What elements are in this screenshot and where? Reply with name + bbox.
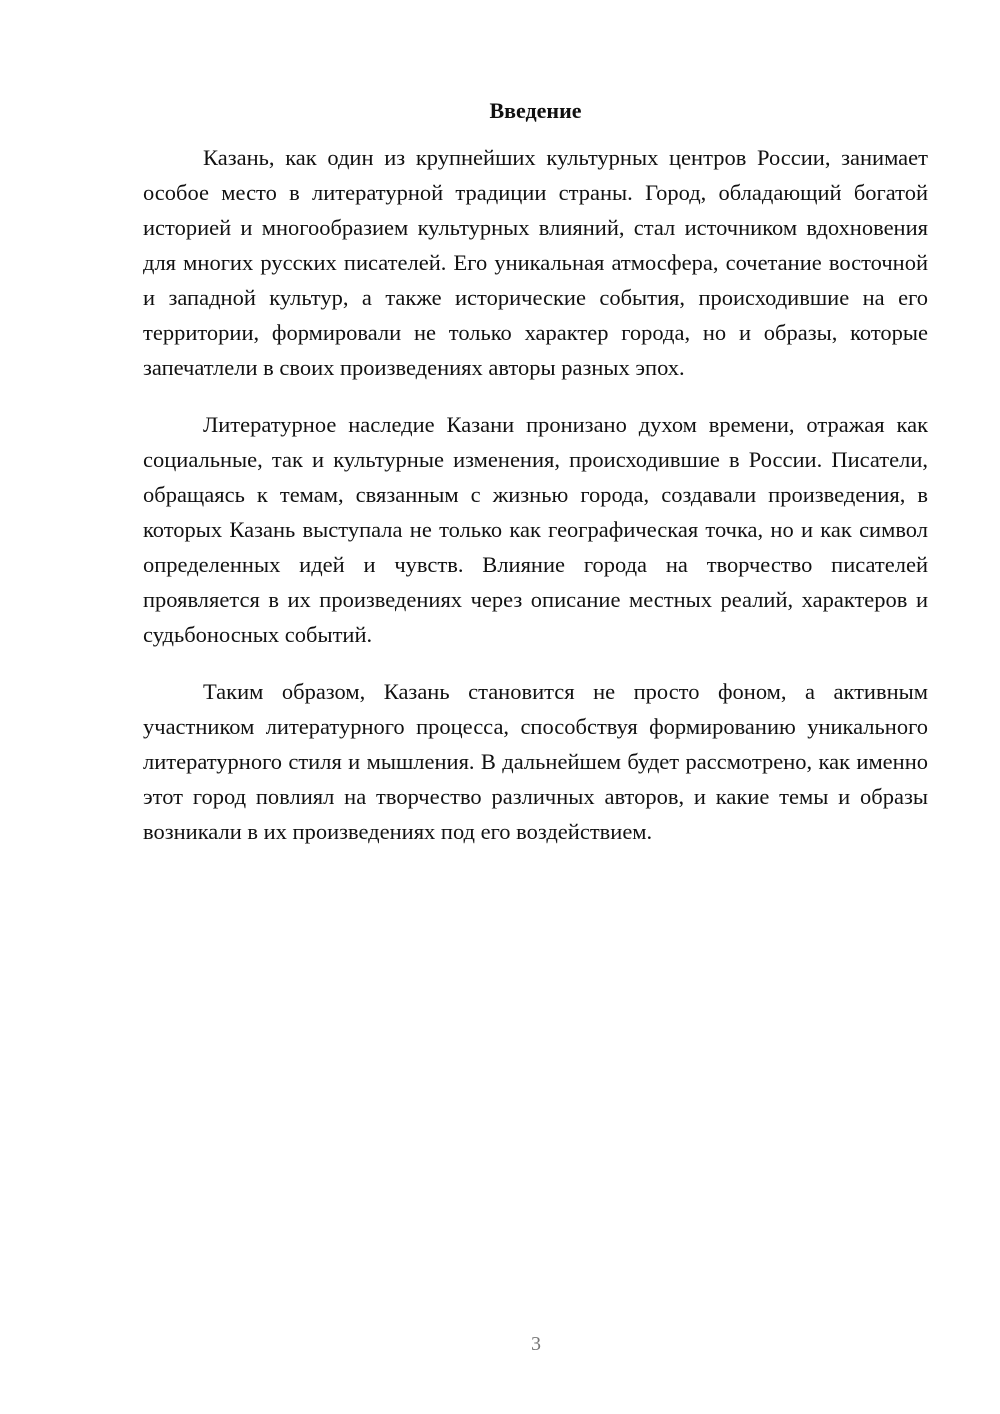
paragraph-1: Казань, как один из крупнейших культурных центров России, занимает особое место в литературной традиции страны. Город, обладающий богатой историей и многообразием культурных влияний, стал источником вдохновения для многих русских писателей. Его уникальная атмосфера, сочетание восточной и западной культур, а также исторические события, происходившие на его территории, формировали не только характер города, но и образы, которые запечатлели в своих произведениях авторы разных эпох. bbox=[143, 145, 928, 380]
paragraph-2: Литературное наследие Казани пронизано духом времени, отражая как социальные, так и культурные изменения, происходившие в России. Писатели, обращаясь к темам, связанным с жизнью города, создавали произведения, в которых Казань выступала не только как географическая точка, но и как символ определенных идей и чувств. Влияние города на творчество писателей проявляется в их произведениях через описание местных реалий, характеров и судьбоносных событий. bbox=[143, 412, 928, 647]
body-text bbox=[143, 140, 928, 849]
page-number: 3 bbox=[531, 1333, 541, 1355]
section-heading: Введение bbox=[489, 98, 582, 123]
paragraph-3: Таким образом, Казань становится не просто фоном, а активным участником литературного процесса, способствуя формированию уникального литературного стиля и мышления. В дальнейшем будет рассмотрено, как именно этот город повлиял на творчество различных авторов, и какие темы и образы возникали в их произведениях под его воздействием. bbox=[143, 679, 928, 844]
